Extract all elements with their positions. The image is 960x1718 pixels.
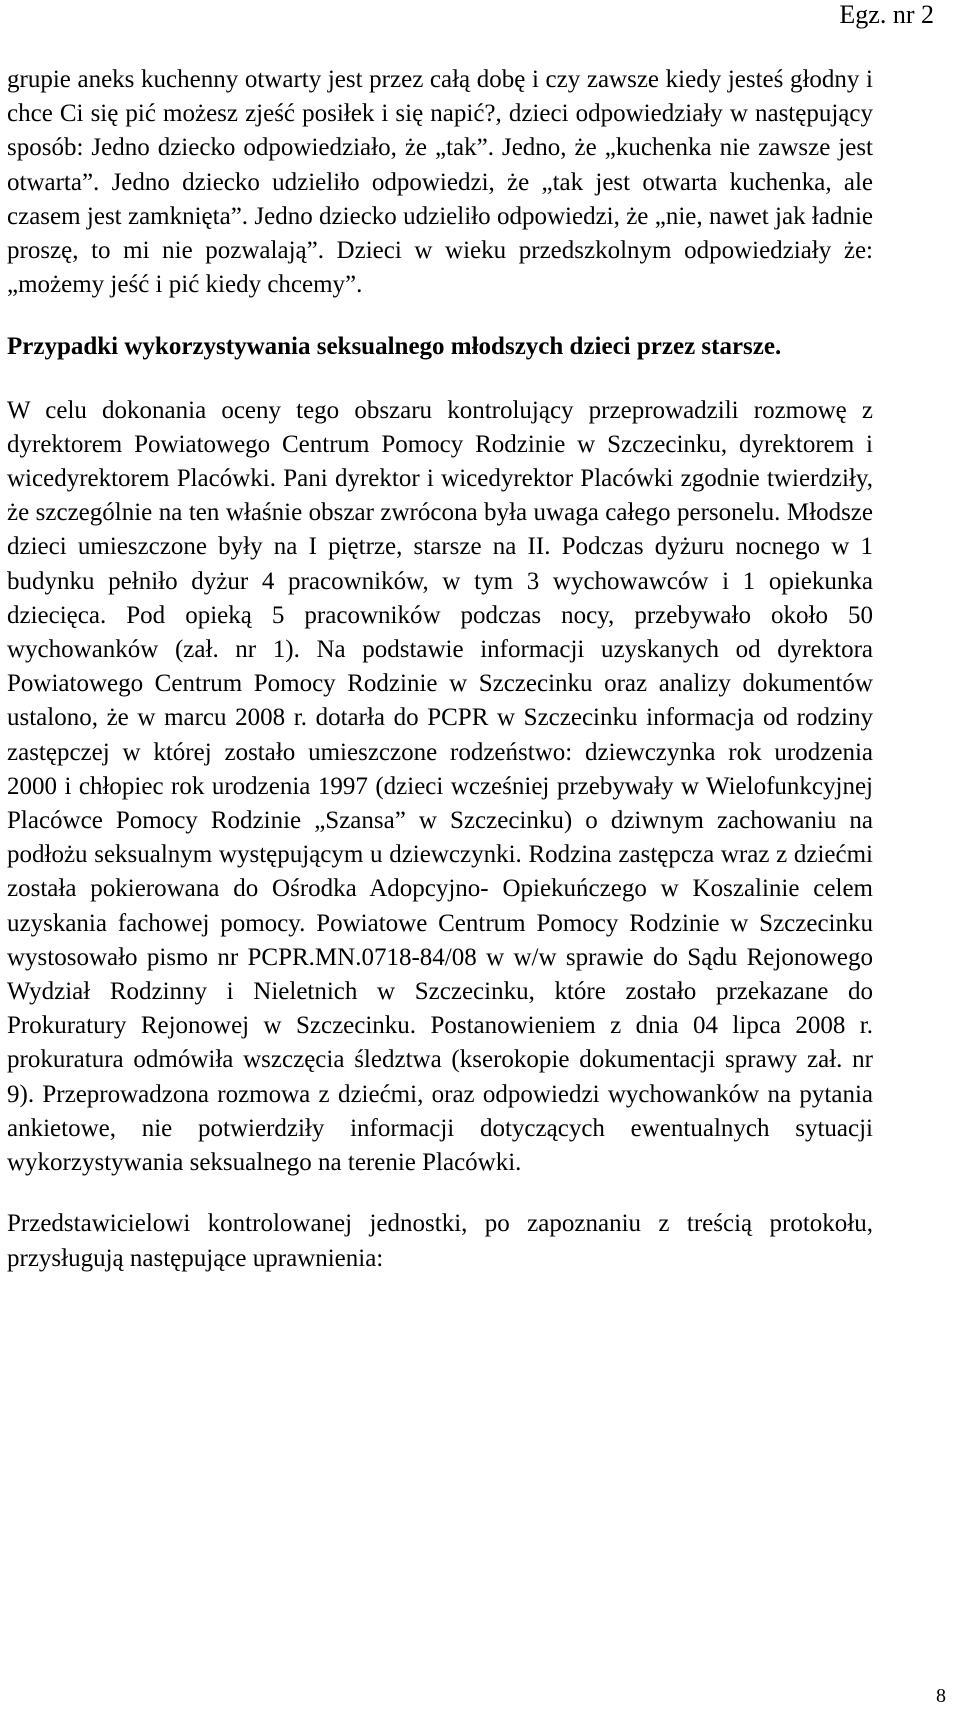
attachment-label: Egz. nr 2	[839, 0, 934, 29]
section-heading: Przypadki wykorzystywania seksualnego młodszych dzieci przez starsze.	[7, 333, 782, 361]
document-body	[7, 63, 873, 1276]
rights-paragraph: Przedstawicielowi kontrolowanej jednostki, po zapoznaniu z treścią protokołu, przysługują następujące uprawnienia:	[7, 1210, 873, 1272]
page-number: 8	[936, 1685, 946, 1707]
intro-paragraph: grupie aneks kuchenny otwarty jest przez całą dobę i czy zawsze kiedy jesteś głodny i chce Ci się pić możesz zjeść posiłek i się napić?, dzieci odpowiedziały w następujący sposób: Jedno dziecko odpowiedziało, że „tak”. Jedno, że „kuchenka nie zawsze jest otwarta”. Jedno dziecko udzieliło odpowiedzi, że „tak jest otwarta kuchenka, ale czasem jest zamknięta”. Jedno dziecko udzieliło odpowiedzi, że „nie, nawet jak ładnie proszę, to mi nie pozwalają”. Dzieci w wieku przedszkolnym odpowiedziały że: „możemy jeść i pić kiedy chcemy”.	[7, 66, 873, 299]
main-paragraph: W celu dokonania oceny tego obszaru kontrolujący przeprowadzili rozmowę z dyrektorem Powiatowego Centrum Pomocy Rodzinie w Szczecinku, dyrektorem i wicedyrektorem Placówki. Pani dyrektor i wicedyrektor Placówki zgodnie twierdziły, że szczególnie na ten właśnie obszar zwrócona była uwaga całego personelu. Młodsze dzieci umieszczone były na I piętrze, starsze na II. Podczas dyżuru nocnego w 1 budynku pełniło dyżur 4 pracowników, w tym 3 wychowawców i 1 opiekunka dziecięca. Pod opieką 5 pracowników podczas nocy, przebywało około 50 wychowanków (zał. nr 1). Na podstawie informacji uzyskanych od dyrektora Powiatowego Centrum Pomocy Rodzinie w Szczecinku oraz analizy dokumentów ustalono, że w marcu 2008 r. dotarła do PCPR w Szczecinku informacja od rodziny zastępczej w której zostało umieszczone rodzeństwo: dziewczynka rok urodzenia 2000 i chłopiec rok urodzenia 1997 (dzieci wcześniej przebywały w Wielofunkcyjnej Placówce Pomocy Rodzinie „Szansa” w Szczecinku) o dziwnym zachowaniu na podłożu seksualnym występującym u dziewczynki. Rodzina zastępcza wraz z dziećmi została pokierowana do Ośrodka Adopcyjno- Opiekuńczego w Koszalinie celem uzyskania fachowej pomocy. Powiatowe Centrum Pomocy Rodzinie w Szczecinku wystosowało pismo nr PCPR.MN.0718-84/08 w w/w sprawie do Sądu Rejonowego Wydział Rodzinny i Nieletnich w Szczecinku, które zostało przekazane do Prokuratury Rejonowej w Szczecinku. Postanowieniem z dnia 04 lipca 2008 r. prokuratura odmówiła wszczęcia śledztwa (kserokopie dokumentacji sprawy zał. nr 9). Przeprowadzona rozmowa z dziećmi, oraz odpowiedzi wychowanków na pytania ankietowe, nie potwierdziły informacji dotyczących ewentualnych sytuacji wykorzystywania seksualnego na terenie Placówki.	[7, 396, 873, 1177]
